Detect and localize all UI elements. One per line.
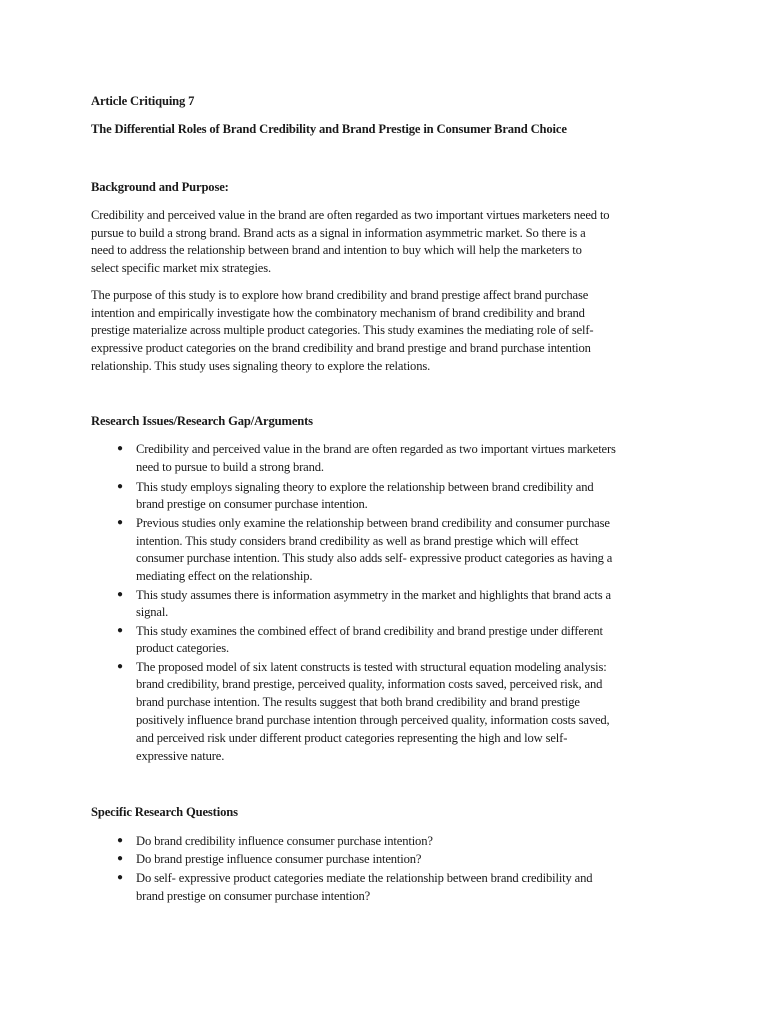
paragraph-line: The purpose of this study is to explore how brand credibility and brand prestige affect brand purchase bbox=[91, 288, 589, 302]
bullet-icon: ● bbox=[117, 625, 124, 636]
list-item-line: mediating effect on the relationship. bbox=[136, 569, 313, 583]
list-item-line: brand credibility, brand prestige, perceived quality, information costs saved, perceived risk, and bbox=[136, 677, 603, 691]
paragraph-line: prestige materialize across multiple product categories. This study examines the mediating role of self- bbox=[91, 323, 594, 337]
list-item-line: Do brand credibility influence consumer purchase intention? bbox=[136, 834, 433, 848]
paragraph-line: Credibility and perceived value in the brand are often regarded as two important virtues marketers need to bbox=[91, 208, 610, 222]
bullet-icon: ● bbox=[117, 853, 124, 864]
list-item-line: product categories. bbox=[136, 641, 229, 655]
section-heading-research-questions: Specific Research Questions bbox=[91, 805, 238, 819]
list-item-line: Do brand prestige influence consumer purchase intention? bbox=[136, 852, 422, 866]
paragraph-line: need to address the relationship between brand and intention to buy which will help the marketers to bbox=[91, 243, 582, 257]
list-item-line: This study employs signaling theory to explore the relationship between brand credibility and bbox=[136, 480, 594, 494]
list-item-line: signal. bbox=[136, 605, 169, 619]
bullet-icon: ● bbox=[117, 872, 124, 883]
bullet-icon: ● bbox=[117, 835, 124, 846]
article-heading: Article Critiquing 7 bbox=[91, 94, 195, 108]
bullet-icon: ● bbox=[117, 481, 124, 492]
list-item-line: This study examines the combined effect of brand credibility and brand prestige under different bbox=[136, 624, 603, 638]
paragraph-line: select specific market mix strategies. bbox=[91, 261, 271, 275]
paragraph-line: pursue to build a strong brand. Brand acts as a signal in information asymmetric market. So there is a bbox=[91, 226, 586, 240]
list-item-line: Credibility and perceived value in the brand are often regarded as two important virtues marketers bbox=[136, 442, 616, 456]
section-heading-research-issues: Research Issues/Research Gap/Arguments bbox=[91, 414, 313, 428]
bullet-icon: ● bbox=[117, 443, 124, 454]
list-item-line: positively influence brand purchase intention through perceived quality, information costs saved, bbox=[136, 713, 610, 727]
list-item-line: brand prestige on consumer purchase intention? bbox=[136, 889, 371, 903]
bullet-icon: ● bbox=[117, 517, 124, 528]
paragraph-line: expressive product categories on the brand credibility and brand prestige and brand purchase intention bbox=[91, 341, 591, 355]
list-item-line: intention. This study considers brand credibility as well as brand prestige which will effect bbox=[136, 534, 579, 548]
list-item-line: brand purchase intention. The results suggest that both brand credibility and brand prestige bbox=[136, 695, 580, 709]
list-item-line: The proposed model of six latent constructs is tested with structural equation modeling analysis: bbox=[136, 660, 607, 674]
list-item-line: expressive nature. bbox=[136, 749, 225, 763]
article-title: The Differential Roles of Brand Credibility and Brand Prestige in Consumer Brand Choice bbox=[91, 122, 567, 136]
bullet-icon: ● bbox=[117, 589, 124, 600]
list-item-line: Previous studies only examine the relationship between brand credibility and consumer purchase bbox=[136, 516, 610, 530]
list-item-line: brand prestige on consumer purchase intention. bbox=[136, 497, 368, 511]
list-item-line: consumer purchase intention. This study also adds self- expressive product categories as having a bbox=[136, 551, 613, 565]
list-item-line: Do self- expressive product categories mediate the relationship between brand credibility and bbox=[136, 871, 593, 885]
paragraph-line: relationship. This study uses signaling theory to explore the relations. bbox=[91, 359, 431, 373]
list-item-line: This study assumes there is information asymmetry in the market and highlights that brand acts a bbox=[136, 588, 611, 602]
section-heading-background: Background and Purpose: bbox=[91, 180, 229, 194]
bullet-icon: ● bbox=[117, 661, 124, 672]
paragraph-line: intention and empirically investigate how the combinatory mechanism of brand credibility and brand bbox=[91, 306, 585, 320]
list-item-line: and perceived risk under different product categories representing the high and low self- bbox=[136, 731, 568, 745]
list-item-line: need to pursue to build a strong brand. bbox=[136, 460, 324, 474]
